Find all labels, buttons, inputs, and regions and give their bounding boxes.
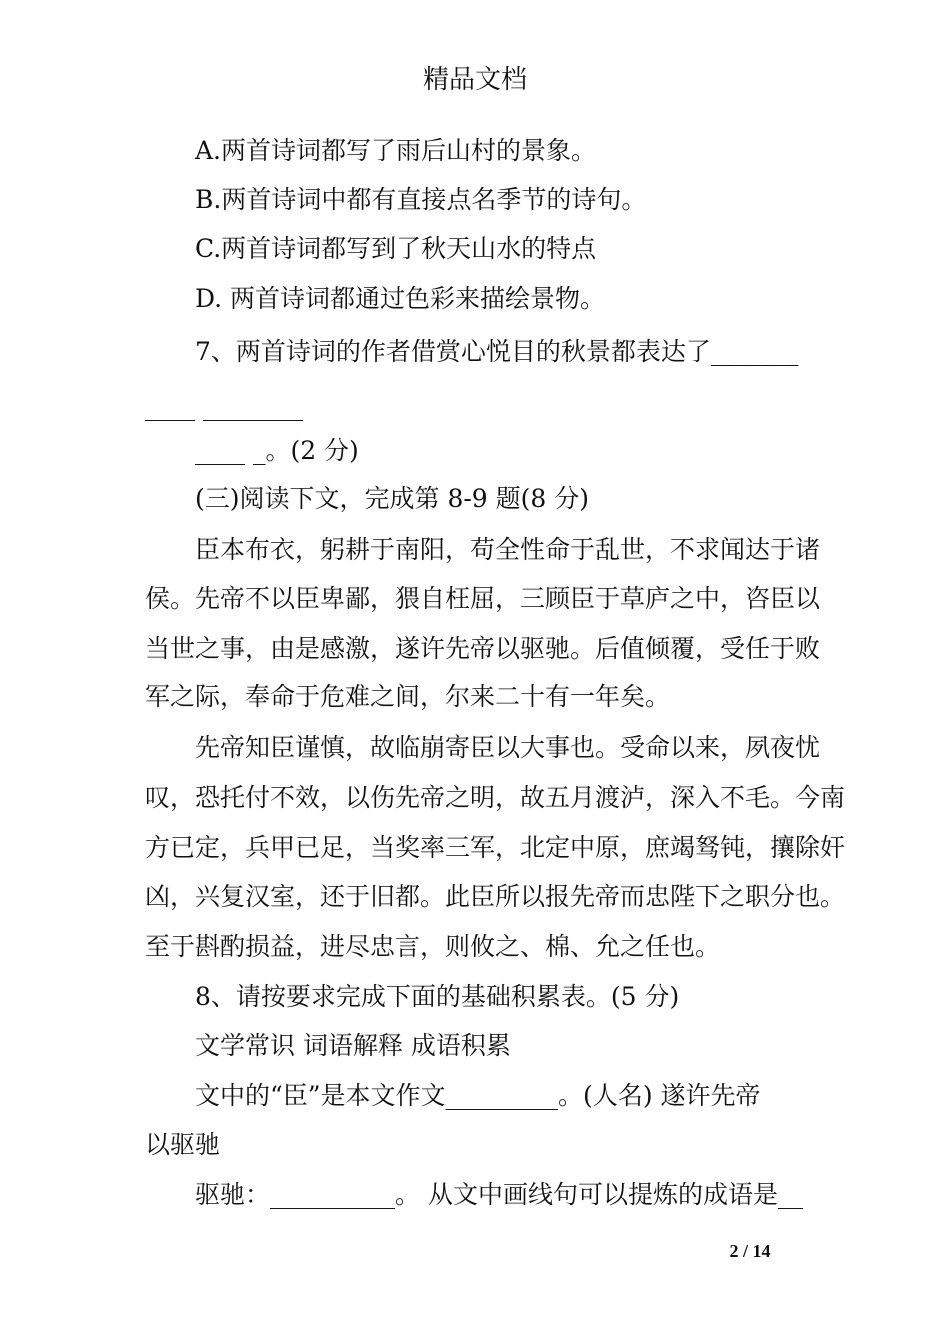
- question-8-author-line: 文中的“臣”是本文作文_________。(人名) 遂许先帝: [195, 1081, 761, 1110]
- question-8: 8、请按要求完成下面的基础积累表。(5 分): [195, 982, 680, 1011]
- passage-p1-line4: 军之际，奉命于危难之间，尔来二十有一年矣。: [145, 682, 671, 711]
- question-8-meaning-line: 驱驰：__________。 从文中画线句可以提炼的成语是__: [195, 1180, 803, 1209]
- passage-p2-line3: 方已定，兵甲已足，当奖率三军，北定中原，庶竭驽钝，攘除奸: [145, 833, 846, 862]
- question-8-author-line-cont: 以驱驰: [145, 1130, 221, 1159]
- question-7-end: ____ _。(2 分): [195, 436, 359, 465]
- question-7-blank-line: ____ ________: [145, 392, 303, 421]
- option-a: A.两首诗词都写了雨后山村的景象。: [195, 136, 597, 165]
- table-headers: 文学常识 词语解释 成语积累: [195, 1031, 511, 1060]
- page-number: [0, 1241, 950, 1262]
- passage-p2-line2: 叹，恐托付不效，以伤先帝之明，故五月渡泸，深入不毛。今南: [145, 783, 846, 812]
- question-7: 7、两首诗词的作者借赏心悦目的秋景都表达了_______: [195, 337, 799, 366]
- passage-p2-line1: 先帝知臣谨慎，故临崩寄臣以大事也。受命以来，夙夜忧: [195, 733, 821, 762]
- passage-p1-line2: 侯。先帝不以臣卑鄙，猥自枉屈，三顾臣于草庐之中，咨臣以: [145, 584, 821, 613]
- section-3-heading: (三)阅读下文，完成第 8-9 题(8 分): [195, 484, 590, 513]
- passage-p2-line4: 凶，兴复汉室，还于旧都。此臣所以报先帝而忠陛下之职分也。: [145, 882, 846, 911]
- option-d: D. 两首诗词都通过色彩来描绘景物。: [195, 284, 606, 313]
- option-b: B.两首诗词中都有直接点名季节的诗句。: [195, 185, 647, 214]
- page-number-text: 2 / 14: [729, 1241, 771, 1261]
- passage-p2-line5: 至于斟酌损益，进尽忠言，则攸之、棉、允之任也。: [145, 932, 721, 961]
- passage-p1-line3: 当世之事，由是感激，遂许先帝以驱驰。后值倾覆，受任于败: [145, 634, 821, 663]
- option-c: C.两首诗词都写到了秋天山水的特点: [195, 234, 597, 263]
- passage-p1-line1: 臣本布衣，躬耕于南阳，苟全性命于乱世，不求闻达于诸: [195, 535, 821, 564]
- page-header: 精品文档: [422, 65, 527, 95]
